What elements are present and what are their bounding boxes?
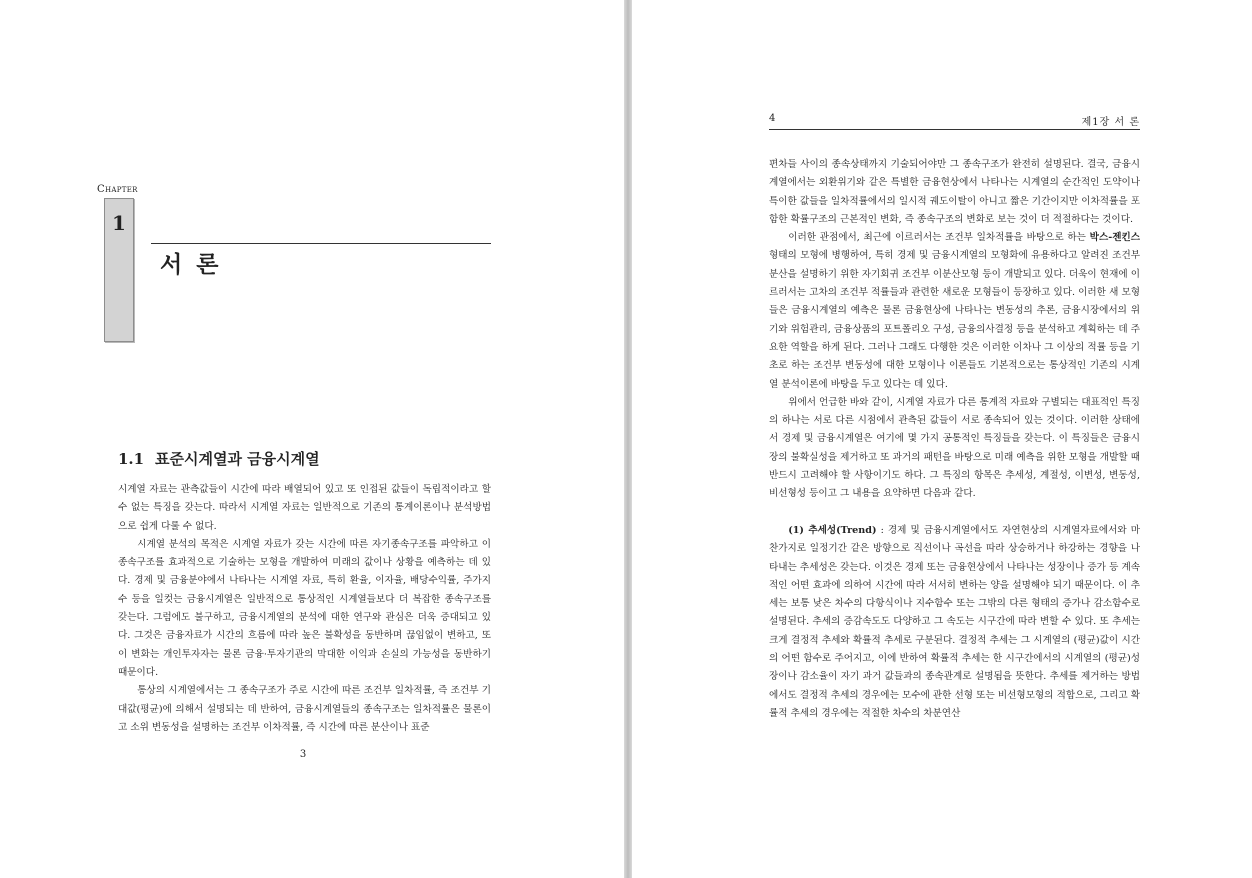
right-body-text	[769, 156, 1140, 723]
paragraph: 시계열 자료는 관측값들이 시간에 따라 배열되어 있고 또 인접된 값들이 독립적이라고 할 수 없는 특징을 갖는다. 따라서 시계열 자료는 일반적으로 기존의 통계이론이나 분석방법으로 쉽게 다룰 수 없다.	[118, 484, 491, 532]
chapter-word: Chapter	[97, 184, 138, 195]
paragraph: 위에서 언급한 바와 같이, 시계열 자료가 다른 통계적 자료와 구별되는 대표적인 특징의 하나는 서로 다른 시점에서 관측된 값들이 서로 종속되어 있는 것이다. 이러한 상태에서 경제 및 금융시계열은 여기에 몇 가지 공통적인 특징들을 갖는다. 이 특징들은 금융시장의 불확실성을 제거하고 또 과거의 패턴을 바탕으로 미래 예측을 위한 모형을 개발할 때 반드시 고려해야 할 사항이기도 하다. 그 특징의 항목은 추세성, 계절성, 이변성, 변동성, 비선형성 등이고 그 내용을 요약하면 다음과 같다.	[769, 396, 1140, 500]
page-gutter	[624, 0, 632, 878]
section-title: 표준시계열과 금융시계열	[155, 450, 320, 468]
paragraph	[769, 522, 1140, 723]
page-4	[632, 0, 1252, 878]
paragraph: 편차들 사이의 종속상태까지 기술되어야만 그 종속구조가 완전히 설명된다. 결국, 금융시계열에서는 외환위기와 같은 특별한 금융현상에서 나타나는 시계열의 순간적인 도약이나 특이한 값들을 일차적률에서의 일시적 궤도이탈이 아니고 짧은 기간이지만 이차적률을 포함한 확률구조의 근본적인 변화, 즉 종속구조의 변화로 보는 것이 더 적절하다는 것이다.	[769, 159, 1140, 225]
section-heading	[118, 448, 320, 469]
left-body-text	[118, 481, 491, 737]
text-run: 형태의 모형에 병행하여, 특히 경제 및 금융시계열의 모형화에 유용하다고 알려진 조건부 분산을 설명하기 위한 자기회귀 조건부 이분산모형 등이 개발되고 있다. 더욱이 현재에 이르러서는 고차의 조건부 적률들과 관련한 새로운 모형들이 등장하고 있다. 이러한 새 모형들은 금융시계열의 예측은 물론 금융현상에 나타나는 변동성의 추론, 금융시장에서의 위기와 위험관리, 금융상품의 포트폴리오 구성, 금융의사결정 등을 분석하고 계획하는 데 주요한 역할을 하게 된다. 그러나 그래도 다행한 것은 이러한 이차나 그 이상의 적률 등을 기초로 하는 조건부 변동성에 대한 모형이나 이론들도 기본적으로는 통상적인 기존의 시계열 분석이론에 바탕을 두고 있다는 데 있다.	[769, 250, 1140, 390]
chapter-number: 1	[112, 211, 126, 235]
text-run: : 경제 및 금융시계열에서도 자연현상의 시계열자료에서와 마찬가지로 일정기간 같은 방향으로 직선이나 곡선을 따라 상승하거나 하강하는 경향을 나타내는 추세성은 갖는다. 이것은 경제 또는 금융현상에서 나타나는 성장이나 증가 등 계속적인 어떤 효과에 의하여 시간에 따라 서서히 변하는 양을 설명해야 되기 때문이다. 이 추세는 보통 낮은 차수의 다항식이나 지수함수 또는 그밖의 다른 형태의 증가나 감소함수로 설명된다. 추세의 증감속도도 다양하고 그 속도는 시구간에 따라 변할 수 있다. 또 추세는 크게 결정적 추세와 확률적 추세로 구분된다. 결정적 추세는 그 시계열의 (평균)값이 시간의 어떤 함수로 주어지고, 이에 반하여 확률적 추세는 한 시구간에서의 시계열의 (평균)성장이나 감소율이 자기 과거 값들과의 종속관계로 설명됨을 뜻한다. 추세를 제거하는 방법에서도 결정적 추세의 경우에는 모수에 관한 선형 또는 비선형모형의 적합으로, 그리고 확률적 추세의 경우에는 적절한 차수의 차분연산	[769, 524, 1140, 719]
running-header	[769, 113, 1140, 130]
paragraph: 통상의 시계열에서는 그 종속구조가 주로 시간에 따른 조건부 일차적률, 즉 조건부 기대값(평균)에 의해서 설명되는 데 반하여, 금융시계열들의 종속구조는 일차적률은 물론이고 소위 변동성을 설명하는 조건부 이차적률, 즉 시간에 따른 분산이나 표준	[118, 685, 491, 733]
item-label: (1) 추세성(Trend)	[788, 524, 877, 536]
paragraph	[769, 229, 1140, 394]
page-3	[0, 0, 624, 878]
bold-term: 박스-젠킨스	[1089, 232, 1140, 244]
header-page-number: 4	[769, 113, 776, 124]
page-number: 3	[299, 749, 307, 760]
chapter-title: 서 론	[160, 251, 222, 278]
chapter-title-rule	[151, 243, 491, 244]
paragraph-spacer	[769, 504, 1140, 522]
paragraph: 시계열 분석의 목적은 시계열 자료가 갖는 시간에 따른 자기종속구조를 파악하고 이 종속구조를 효과적으로 기술하는 모형을 개발하여 미래의 값이나 상황을 예측하는 데 있다. 경제 및 금융분야에서 나타나는 시계열 자료, 특히 환율, 이자율, 배당수익률, 주가지수 등을 일컷는 금융시계열은 일반적으로 통상적인 시계열들보다 더 복잡한 종속구조를 갖는다. 그럼에도 불구하고, 금융시계열의 분석에 대한 연구와 관심은 더욱 증대되고 있다. 그것은 금융자료가 시간의 흐름에 따라 높은 불확성을 동반하며 끊임없이 변하고, 또 이 변화는 개인투자자는 물론 금융·투자기관의 막대한 이익과 손실의 가능성을 동반하기 때문이다.	[118, 538, 491, 678]
text-run: 이러한 관점에서, 최근에 이르러서는 조건부 일차적률을 바탕으로 하는	[788, 232, 1090, 244]
header-chapter-title: 제1장 서 론	[1081, 117, 1140, 128]
section-number: 1.1	[118, 450, 145, 468]
chapter-number-box	[104, 198, 134, 342]
